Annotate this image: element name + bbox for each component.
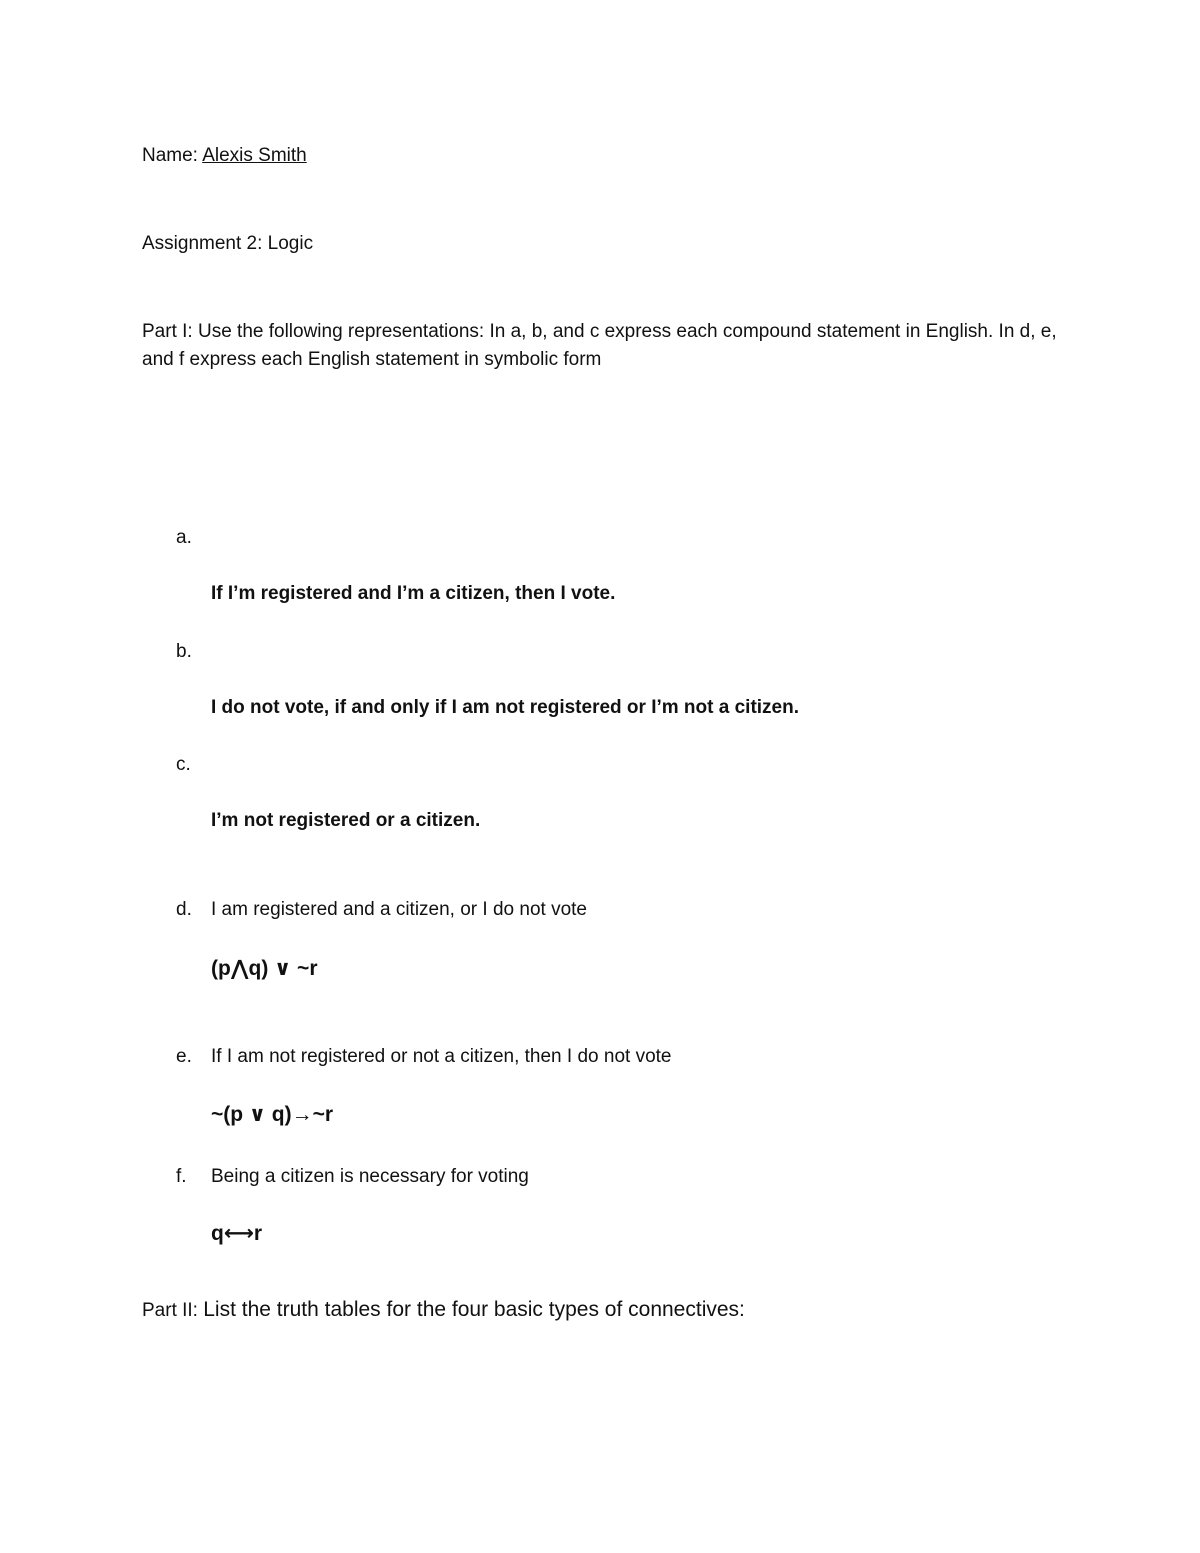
item-f-marker: f. — [176, 1166, 187, 1187]
item-d-question: I am registered and a citizen, or I do not vote — [211, 899, 587, 920]
item-f-answer: q⟷r — [211, 1222, 263, 1245]
item-b-marker: b. — [176, 641, 192, 662]
item-a-answer: If I’m registered and I’m a citizen, then I vote. — [211, 583, 616, 604]
name-label: Name: — [142, 145, 198, 166]
item-c-marker: c. — [176, 754, 191, 775]
part2-instructions — [142, 1296, 745, 1325]
part1-instructions — [142, 318, 1062, 374]
assignment-title: Assignment 2: Logic — [142, 233, 314, 254]
item-f-question: Being a citizen is necessary for voting — [211, 1166, 529, 1187]
item-e-question: If I am not registered or not a citizen, then I do not vote — [211, 1046, 672, 1067]
item-d-answer: (p⋀q) ∨ ~r — [211, 957, 318, 980]
part2-text: List the truth tables for the four basic types of connectives: — [203, 1298, 745, 1321]
student-name: Alexis Smith — [202, 145, 307, 166]
item-e-marker: e. — [176, 1046, 192, 1067]
part1-text: Use the following representations: In a, b, and c express each compound statement in English. In d, e, and f express each English statement in symbolic form — [142, 321, 1057, 370]
item-b-answer: I do not vote, if and only if I am not registered or I’m not a citizen. — [211, 697, 799, 718]
item-a-marker: a. — [176, 527, 192, 548]
item-d-marker: d. — [176, 899, 192, 920]
part2-label: Part II: — [142, 1300, 198, 1321]
part1-label: Part I: — [142, 321, 193, 342]
name-line — [142, 142, 307, 170]
item-e-answer: ~(p ∨ q)→~r — [211, 1103, 334, 1126]
item-c-answer: I’m not registered or a citizen. — [211, 810, 481, 831]
